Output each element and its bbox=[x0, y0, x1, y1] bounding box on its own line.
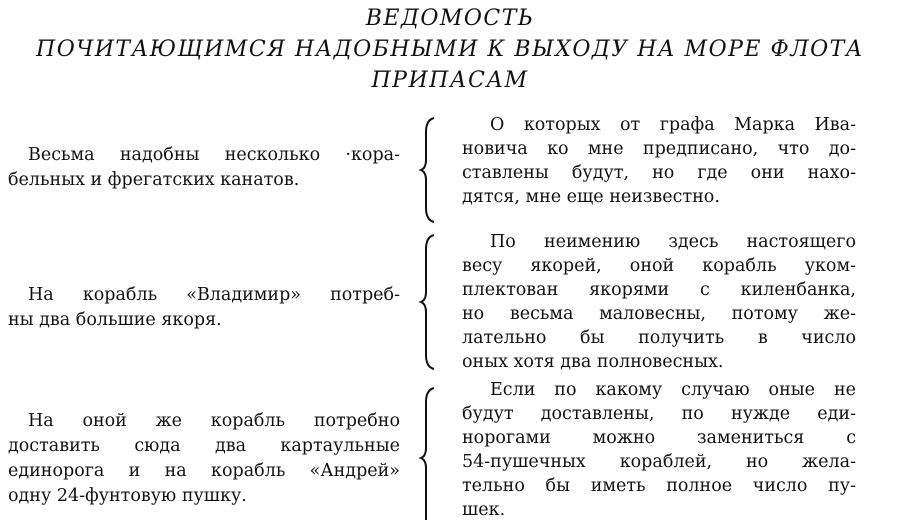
row-3-note-line: Если по какому случаю оные не bbox=[490, 380, 856, 400]
row-3-note bbox=[462, 378, 856, 522]
row-2-note-line: По неимению здесь настоящего bbox=[490, 232, 856, 252]
row-3-note-line: будут доставлены, по нужде еди- bbox=[462, 404, 856, 424]
row-3-item bbox=[8, 409, 400, 509]
row-3-note-line: 54-пушечных кораблей, но жела- bbox=[462, 452, 856, 472]
row-1-item bbox=[8, 143, 400, 193]
row-2-note-line: оных хотя два полновесных. bbox=[462, 352, 724, 372]
row-3-item-line: доставить сюда два картаульные bbox=[8, 436, 400, 456]
document-title: ВЕДОМОСТЬ bbox=[365, 6, 535, 31]
row-2-item-line: ны два большие якоря. bbox=[8, 310, 222, 330]
document-subtitle-line-1: ПОЧИТАЮЩИМСЯ НАДОБНЫМИ К ВЫХОДУ НА МОРЕ ФЛОТА bbox=[36, 37, 864, 62]
row-2-note-line: но весьма маловесны, потому же- bbox=[462, 304, 856, 324]
row-3-brace bbox=[418, 386, 438, 520]
row-3-note-line: норогами можно замениться с bbox=[462, 428, 856, 448]
row-3-item-line: На оной же корабль потребно bbox=[28, 411, 400, 431]
row-1-note bbox=[462, 113, 856, 209]
row-2-item bbox=[8, 283, 400, 333]
row-3-note-line: тельно бы иметь полное число пу- bbox=[462, 476, 856, 496]
row-1-note-line: ставлены будут, но где они нахо- bbox=[462, 163, 856, 183]
row-1-note-line: дятся, мне еще неизвестно. bbox=[462, 187, 720, 207]
document-subtitle-line-2: ПРИПАСАМ bbox=[371, 68, 529, 93]
row-3-item-line: единорога и на корабль «Андрей» bbox=[8, 461, 400, 481]
row-1-note-line: О которых от графа Марка Ива- bbox=[490, 115, 856, 135]
row-1-brace bbox=[418, 116, 438, 224]
row-2-note-line: весу якорей, оной корабль уком- bbox=[462, 256, 856, 276]
row-2-note bbox=[462, 230, 856, 374]
row-3-item-line: одну 24-фунтовую пушку. bbox=[8, 486, 247, 506]
row-1-item-line: бельных и фрегатских канатов. bbox=[8, 170, 300, 190]
row-1-note-line: новича ко мне предписано, что до- bbox=[462, 139, 856, 159]
row-2-item-line: На корабль «Владимир» потреб- bbox=[28, 285, 400, 305]
row-1-item-line: Весьма надобны несколько ·кора- bbox=[28, 145, 400, 165]
row-3-note-line: шек. bbox=[462, 500, 506, 520]
row-2-brace bbox=[418, 233, 438, 371]
row-2-note-line: лательно бы получить в число bbox=[462, 328, 856, 348]
row-2-note-line: плектован якорями с киленбанка, bbox=[462, 280, 856, 300]
